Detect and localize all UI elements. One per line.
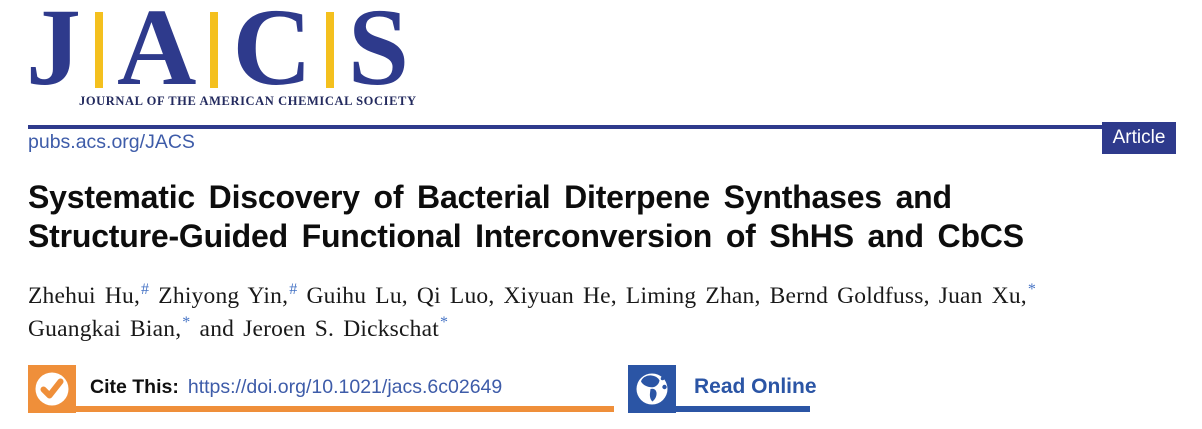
author-name: Zhehui Hu,: [28, 283, 141, 309]
cite-bar: [28, 365, 1175, 414]
cite-this-block: [90, 365, 502, 409]
author-line: [28, 281, 1180, 314]
author-name: Zhiyong Yin,: [149, 283, 289, 309]
read-online-button[interactable]: [628, 365, 840, 413]
doi-link[interactable]: https://doi.org/10.1021/jacs.6c02649: [187, 375, 503, 398]
author-name: Guangkai Bian,: [28, 316, 182, 342]
author-affiliation-mark: *: [439, 314, 449, 332]
paper-title: [28, 178, 1180, 256]
header-rule: [28, 125, 1175, 129]
journal-name: JOURNAL OF THE AMERICAN CHEMICAL SOCIETY: [79, 94, 417, 108]
logo-letter: J: [26, 0, 81, 108]
logo-letter: C: [232, 0, 312, 108]
checkmark-icon: [28, 365, 76, 413]
author-name: and Jeroen S. Dickschat: [190, 316, 439, 342]
author-affiliation-mark: #: [141, 281, 150, 299]
author-name: Guihu Lu, Qi Luo, Xiyuan He, Liming Zhan, Bernd Goldfuss, Juan Xu,: [297, 283, 1027, 309]
logo-divider-bar: [95, 12, 103, 88]
cite-this-label: Cite This:: [90, 375, 179, 398]
jacs-logo: [26, 0, 410, 108]
author-line: [28, 314, 1180, 347]
author-list: [28, 281, 1180, 347]
article-type-badge: Article: [1102, 122, 1176, 154]
paper-title-line: Structure-Guided Functional Interconversion of ShHS and CbCS: [28, 218, 1024, 254]
logo-divider-bar: [210, 12, 218, 88]
logo-letter: S: [347, 0, 410, 108]
logo-divider-bar: [326, 12, 334, 88]
paper-title-line: Systematic Discovery of Bacterial Diterpene Synthases and: [28, 179, 952, 215]
author-affiliation-mark: *: [1027, 281, 1037, 299]
logo-letter: A: [117, 0, 197, 108]
read-online-label: Read Online: [694, 375, 817, 398]
author-affiliation-mark: #: [289, 281, 298, 299]
author-affiliation-mark: *: [182, 314, 191, 332]
journal-site-link[interactable]: pubs.acs.org/JACS: [28, 131, 195, 153]
